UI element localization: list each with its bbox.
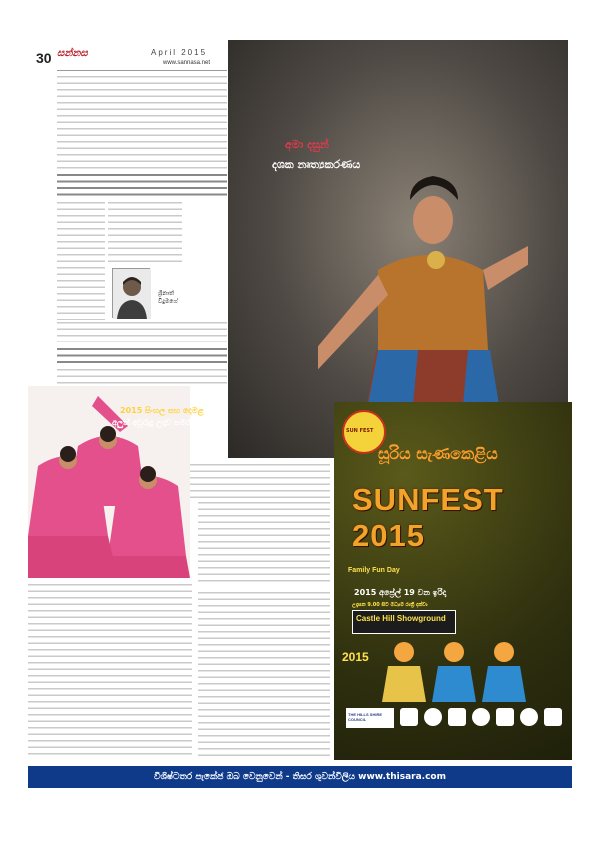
sunfest-title: SUNFEST 2015 bbox=[352, 482, 504, 553]
venue-name: Castle Hill Showground bbox=[356, 614, 446, 623]
hills-council-logo: THE HILLS SHIRE COUNCIL bbox=[346, 708, 394, 728]
header-rule bbox=[57, 70, 227, 71]
article-col1-lower bbox=[28, 582, 192, 758]
ad-brand-title: සූරිය සැණකෙළිය bbox=[378, 444, 498, 463]
article-col2-lower bbox=[198, 590, 330, 758]
answer-1-cont bbox=[57, 320, 227, 342]
question-1 bbox=[57, 172, 227, 198]
author-byline: ශ්‍රීනාත් වීදුමගේ bbox=[158, 290, 178, 305]
answer-1-left bbox=[57, 200, 105, 320]
dancers-illustration bbox=[374, 638, 534, 702]
article-intro bbox=[57, 74, 227, 170]
answer-1 bbox=[108, 200, 182, 266]
page-number: 30 bbox=[36, 50, 52, 66]
article-col2-b bbox=[198, 500, 330, 586]
sponsor-logos bbox=[398, 706, 568, 728]
family-fun-day-label: Family Fun Day bbox=[348, 567, 400, 574]
footer-text: විශිෂ්ටතර පැකේජ ඔබ වෙනුවෙන් - තිසර ශුවන්විලිය www.thisara.com bbox=[153, 772, 446, 782]
publication-logo: සන්නස bbox=[57, 48, 88, 59]
question-2 bbox=[57, 346, 227, 366]
sun-fest-badge-label: SUN FEST bbox=[346, 428, 374, 434]
author-portrait bbox=[112, 268, 150, 318]
event-year: 2015 bbox=[342, 650, 369, 664]
hero-subtitle: අමා දසුන් bbox=[285, 138, 329, 151]
footer-banner[interactable] bbox=[28, 766, 572, 788]
ad-top-line: 2015 සිංහල සහ දෙමළ bbox=[120, 406, 204, 415]
ad-second-line: අලුත් අවුරුදු උදාව සමරමින් bbox=[112, 418, 203, 427]
article-col2-a bbox=[174, 462, 330, 498]
event-date: 2015 අප්‍රේල් 19 වන ඉරිදා bbox=[354, 588, 447, 597]
hero-dancer-photo bbox=[228, 40, 568, 458]
issue-date: April 2015 bbox=[151, 48, 208, 57]
answer-2 bbox=[57, 367, 227, 385]
sunfest-advertisement[interactable] bbox=[334, 402, 572, 760]
event-time: උදෑසන 9.00 සිට මධ්‍යම රාත්‍රී දක්වා bbox=[352, 602, 428, 608]
website-url[interactable]: www.sannasa.net bbox=[163, 60, 211, 66]
hero-title: දශක නෘත්‍යකරණය bbox=[272, 158, 361, 171]
